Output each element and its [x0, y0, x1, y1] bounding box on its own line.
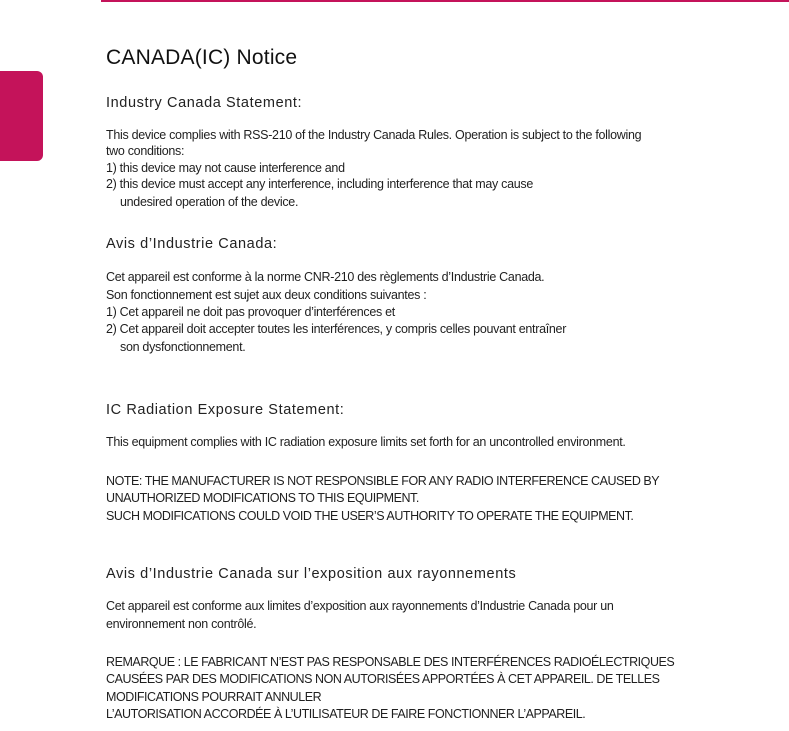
list-item-continuation: son dysfonctionnement.: [120, 340, 246, 354]
paragraph-line: environnement non contrôlé.: [106, 617, 257, 631]
notice-line: REMARQUE : LE FABRICANT N’EST PAS RESPONSABLE DES INTERFÉRENCES RADIOÉLECTRIQUES: [106, 655, 675, 669]
paragraph-line: Cet appareil est conforme à la norme CNR-210 des règlements d’Industrie Canada.: [106, 270, 545, 284]
list-item: 2) this device must accept any interference, including interference that may cause: [106, 177, 534, 191]
section-heading-avis-industrie-canada: Avis d’Industrie Canada:: [106, 236, 278, 252]
list-item: 2) Cet appareil doit accepter toutes les interférences, y compris celles pouvant entraîner: [106, 322, 567, 336]
notice-line: SUCH MODIFICATIONS COULD VOID THE USER’S AUTHORITY TO OPERATE THE EQUIPMENT.: [106, 509, 634, 523]
section-heading-avis-exposition-rayonnements: Avis d’Industrie Canada sur l’exposition aux rayonnements: [106, 566, 517, 582]
paragraph-line: This device complies with RSS-210 of the Industry Canada Rules. Operation is subject to the following: [106, 128, 642, 142]
chapter-side-tab: [0, 71, 43, 161]
list-item: 1) this device may not cause interference and: [106, 161, 345, 175]
notice-line: MODIFICATIONS POURRAIT ANNULER: [106, 690, 322, 704]
section-heading-industry-canada-statement: Industry Canada Statement:: [106, 95, 303, 111]
paragraph-line: Cet appareil est conforme aux limites d’exposition aux rayonnements d’Industrie Canada pour un: [106, 599, 614, 613]
notice-line: L’AUTORISATION ACCORDÉE À L’UTILISATEUR DE FAIRE FONCTIONNER L’APPAREIL.: [106, 707, 586, 721]
list-item-continuation: undesired operation of the device.: [120, 195, 299, 209]
notice-line: CAUSÉES PAR DES MODIFICATIONS NON AUTORISÉES APPORTÉES À CET APPAREIL. DE TELLES: [106, 672, 660, 686]
section-heading-ic-radiation-exposure: IC Radiation Exposure Statement:: [106, 402, 345, 418]
paragraph-line: This equipment complies with IC radiation exposure limits set forth for an uncontrolled environment.: [106, 435, 626, 449]
notice-line: NOTE: THE MANUFACTURER IS NOT RESPONSIBLE FOR ANY RADIO INTERFERENCE CAUSED BY: [106, 474, 660, 488]
list-item: 1) Cet appareil ne doit pas provoquer d’interférences et: [106, 305, 395, 319]
page-title: CANADA(IC) Notice: [106, 46, 298, 69]
notice-line: UNAUTHORIZED MODIFICATIONS TO THIS EQUIPMENT.: [106, 491, 419, 505]
paragraph-line: two conditions:: [106, 144, 185, 158]
top-accent-rule: [101, 0, 789, 2]
paragraph-line: Son fonctionnement est sujet aux deux conditions suivantes :: [106, 288, 427, 302]
